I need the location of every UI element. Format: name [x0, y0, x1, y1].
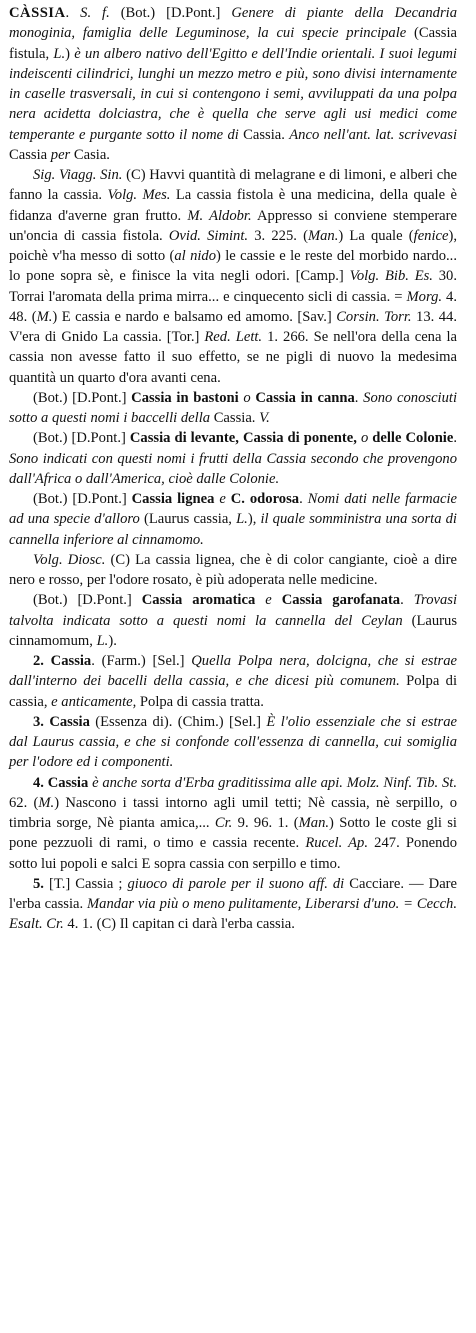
headword: Cassia in bastoni — [131, 389, 239, 406]
text-run: . — [400, 592, 414, 609]
text-run: Morg. — [406, 288, 443, 305]
text-run: ) — [65, 45, 75, 62]
text-run: giuoco di parole per il suono aff. di — [127, 875, 345, 892]
text-run: V. — [259, 410, 270, 426]
text-run: o — [238, 389, 256, 406]
text-run: ), — [247, 511, 261, 528]
entry-sense-3 — [9, 712, 457, 773]
text-run: o — [356, 430, 373, 447]
entry-aromatica — [9, 590, 457, 651]
text-run: è anche sorta d'Erba graditissima alle api. Molz. Ninf. Tib. St. — [92, 774, 457, 791]
text-run: Cacciare. — Dare l'erba cassia. — [9, 875, 458, 912]
text-run: . — [65, 5, 81, 21]
headword: C. odorosa — [230, 491, 300, 507]
text-run: (Bot.) [D.Pont.] — [33, 430, 130, 447]
text-run: per — [50, 146, 71, 163]
headword: delle Colonie — [372, 430, 454, 447]
text-run: Cassia. — [210, 410, 260, 426]
entry-sense-4 — [9, 773, 457, 874]
text-run: (C) La cassia lignea, che è di color cangiante, cioè a dire nero e rosso, per l'odore rosato, è più adoperata nelle medicine. — [9, 551, 458, 588]
text-run: Polpa di cassia, — [9, 673, 457, 710]
headword: 5. — [33, 875, 49, 892]
text-run: Man. — [307, 227, 339, 244]
text-run: 9. 96. 1. ( — [232, 815, 299, 831]
text-run: . (Farm.) [Sel.] — [91, 653, 192, 669]
text-run: fenice — [413, 227, 449, 244]
text-run: 3. 225. ( — [248, 227, 308, 244]
text-run: ) Nascono i tassi intorno agli umil tetti; Nè cassia, nè serpillo, o timbria sorge, Nè pianta amica,... — [9, 794, 457, 831]
text-run: Casia. — [70, 146, 110, 163]
text-run: Sono indicati con questi nomi i frutti della Cassia secondo che provengono dall'Africa o dall'America, cioè dalle Colonie. — [9, 450, 457, 487]
text-run: Cassia — [9, 146, 51, 163]
text-run: (Bot.) [D.Pont.] — [33, 491, 132, 507]
text-run: Cassia. — [238, 126, 290, 143]
text-run: (C) Havvi quantità di melagrane e di limoni, e alberi che fanno la cassia. — [9, 167, 457, 204]
text-run: al nido — [174, 248, 217, 264]
headword: Cassia in canna — [255, 389, 355, 406]
text-run: ) Sotto le coste gli si pone pezzuoli di rami, o timo e cassia recente. — [9, 815, 457, 852]
text-run: Genere di piante della Decandria monoginia, famiglia delle Leguminose, la cui specie principale — [9, 5, 458, 42]
text-run: il quale somministra una sorta di cannella inferiore al cinnamomo. — [9, 511, 457, 548]
headword: 2. Cassia — [33, 653, 92, 669]
entry-main — [9, 3, 457, 165]
text-run: Corsin. Torr. — [336, 308, 412, 325]
text-run: Volg. Bib. Es. — [349, 268, 433, 285]
text-run: L. — [236, 511, 248, 528]
text-run: . — [299, 491, 308, 507]
text-run: 247. Ponendo sotto lui popoli e salci E sopra cassia con serpillo e timo. — [9, 835, 457, 872]
text-run: Quella Polpa nera, dolcigna, che si estrae dall'interno dei bacelli della cassia, e che dicesi più comunem. — [9, 653, 457, 690]
text-run: M. — [38, 794, 55, 811]
text-run: ) le cassie e le reste del morbido nardo... lo pone sopra sè, e finisce la vita negli odori. [Camp.] — [9, 248, 457, 285]
text-run: Nomi dati nelle farmacie ad una specie d'alloro — [9, 491, 458, 528]
text-run: L. — [96, 632, 109, 649]
text-run: Polpa di cassia tratta. — [136, 693, 264, 710]
text-run: M. Aldobr. — [187, 207, 252, 224]
text-run: Sono conosciuti sotto a questi nomi i baccelli della — [9, 389, 458, 426]
text-run: (Cassia fistula, — [9, 25, 457, 62]
entry-cit-viagg — [9, 165, 457, 388]
text-run: Man. — [298, 815, 330, 831]
text-run: (Bot.) [D.Pont.] — [33, 592, 142, 609]
text-run: Trovasi talvolta indicata sotto a questi nomi la cannella del Ceylan — [9, 592, 458, 629]
entry-levante — [9, 428, 457, 489]
text-run: Volg. Diosc. — [33, 551, 106, 568]
headword: 3. Cassia — [33, 713, 90, 730]
entry-cit-diosc — [9, 550, 457, 591]
text-run: e — [255, 592, 282, 609]
text-run: M. — [36, 308, 53, 325]
text-run: e anticamente, — [51, 693, 137, 710]
text-run: [T.] Cassia ; — [49, 875, 128, 892]
text-run: e — [214, 491, 231, 507]
text-run: Appresso si conviene stemperare un'oncia di cassia fistola. — [9, 207, 457, 244]
text-run: La cassia fistola è una medicina, della quale è fidanza d'averne gran frutto. — [9, 187, 457, 224]
text-run: Rucel. Ap. — [305, 835, 368, 852]
text-run: Cr. — [214, 815, 233, 831]
text-run: 4. 48. ( — [9, 288, 457, 325]
text-run: (Essenza di). (Chim.) [Sel.] — [89, 713, 267, 730]
text-run: ), poichè v'ha messo di sotto ( — [9, 227, 457, 264]
text-run: (Bot.) [D.Pont.] — [33, 389, 132, 406]
text-run: S. f. — [80, 5, 110, 21]
headword: Cassia garofanata — [281, 592, 401, 609]
entry-sense-5 — [9, 874, 457, 935]
text-run: 30. Torrai l'aromata della prima mirra... e cinquecento sicli di cassia. = — [9, 268, 457, 305]
text-run: . — [354, 389, 364, 406]
headword: 4. Cassia — [33, 774, 89, 791]
headword: Cassia lignea — [131, 491, 215, 507]
text-run: Sig. Viagg. Sin. — [33, 167, 123, 183]
text-run: 1. 266. Se nell'ora della cena la cassia non avesse fatto il suo effetto, se ne pigli di nuovo la medesima quantità un quarto d'ora avanti cena. — [9, 329, 457, 386]
text-run: (Laurus cassia, — [139, 511, 237, 528]
entry-sense-2 — [9, 651, 457, 712]
entry-bastoni — [9, 388, 457, 429]
text-run: è un albero nativo dell'Egitto e dell'Indie orientali. I suoi legumi indeiscenti cilindrici, lunghi un mezzo metro e più, sono divisi internamente in caselle trasversali, in cui si contengono i semi, avviluppati da una polpa nera acidetta dolciastra, che è quella che serve agli usi medici come temperante e purgante sotto il nome di — [9, 45, 457, 143]
text-run: L. — [53, 45, 66, 62]
text-run: Volg. Mes. — [107, 187, 171, 204]
text-run: Ovid. Simint. — [168, 227, 249, 244]
text-run: ) La quale ( — [338, 227, 414, 244]
text-run: ) E cassia e nardo e balsamo ed amomo. [Sav.] — [52, 308, 337, 325]
text-run: È l'olio essenziale che si estrae dal Laurus cassia, e che si confonde coll'essenza di cannella, cui somiglia per l'odore ed i componenti. — [9, 713, 457, 771]
headword: Cassia aromatica — [141, 592, 256, 609]
headword: Cassia di levante, Cassia di ponente, — [129, 430, 357, 447]
text-run: Anco nell'ant. lat. scrivevasi — [289, 126, 457, 143]
text-run: 4. 1. (C) Il capitan ci darà l'erba cassia. — [63, 916, 295, 933]
text-run: (Laurus cinnamomum, — [9, 612, 457, 649]
text-run: 13. 44. V'era di Gnido La cassia. [Tor.] — [9, 308, 457, 345]
text-run: 62. ( — [9, 794, 39, 811]
text-run: Red. Lett. — [204, 329, 263, 345]
entry-lignea — [9, 489, 457, 550]
text-run: (Bot.) [D.Pont.] — [109, 5, 232, 21]
text-run: . — [453, 430, 458, 447]
text-run: Mandar via più o meno pulitamente, Liberarsi d'uno. = Cecch. Esalt. Cr. — [9, 896, 457, 933]
headword: CÀSSIA — [9, 5, 66, 21]
text-run: ). — [108, 632, 117, 649]
